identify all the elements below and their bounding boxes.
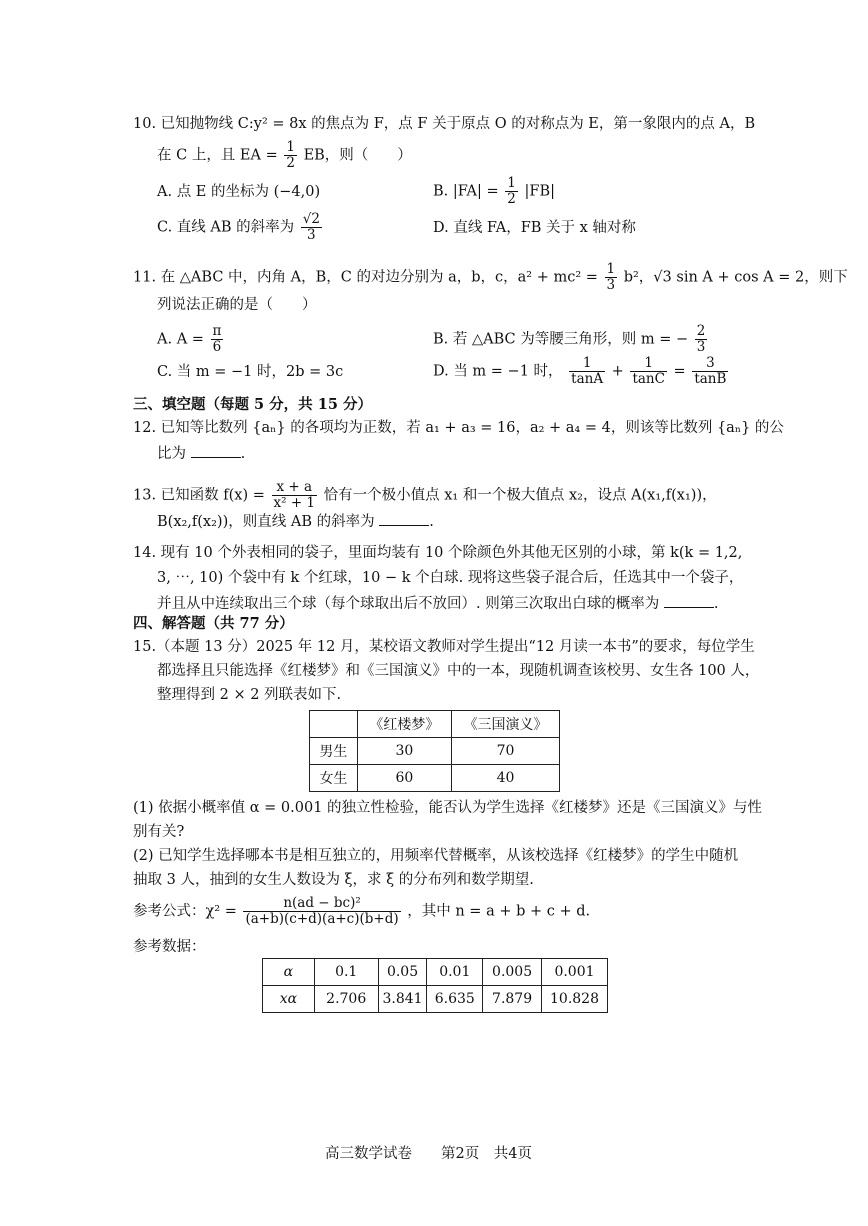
- frac-den: 2: [286, 154, 295, 171]
- q12-text: 比为: [157, 446, 186, 462]
- q11-option-a: [157, 324, 225, 355]
- table-row: [310, 765, 560, 792]
- q13-function-fraction: [272, 480, 318, 511]
- contingency-table: [309, 710, 560, 792]
- frac-num: x + a: [272, 480, 318, 496]
- q13-text-b: 恰有一个极小值点 x₁ 和一个极大值点 x₂，设点 A(x₁,f(x₁))，: [323, 487, 717, 504]
- frac-num: 3: [692, 356, 728, 372]
- table-cell: 0.01: [427, 959, 483, 986]
- frac-den: 3: [696, 338, 706, 355]
- table-cell: 60: [357, 765, 451, 792]
- q10-option-a: A. 点 E 的坐标为 (−4,0): [157, 184, 321, 200]
- frac-num: 2: [696, 323, 706, 339]
- q12-line1: 12. 已知等比数列 {aₙ} 的各项均为正数，若 a₁ + a₃ = 16，a₂ + a₄ = 4，则该等比数列 {aₙ} 的公: [133, 420, 784, 436]
- table-row: [310, 738, 560, 765]
- q10-option-b: [433, 176, 555, 207]
- table-cell: 10.828: [542, 986, 608, 1013]
- q10-stem-line2: [157, 140, 412, 171]
- table-cell: 3.841: [378, 986, 427, 1013]
- q11-option-c: C. 当 m = −1 时，2b = 3c: [157, 364, 344, 380]
- q11-stem-line1: [133, 262, 848, 293]
- table-cell: xα: [263, 986, 315, 1013]
- q14-text: 并且从中连续取出三个球（每个球取出后不放回）. 则第三次取出白球的概率为: [157, 596, 660, 612]
- section-4-heading: 四、解答题（共 77 分）: [133, 615, 294, 632]
- q14-line2: 3, ⋯, 10) 个袋中有 k 个红球，10 − k 个白球. 现将这些袋子混合后，任选其中一个袋子，: [157, 570, 744, 586]
- q10-c-fraction: [301, 212, 322, 243]
- q11-d-fraction-1: [569, 356, 605, 387]
- q11-option-b: [433, 324, 709, 355]
- q10-stem-line1: 10. 已知抛物线 C:y² = 8x 的焦点为 F，点 F 关于原点 O 的对称点为 E，第一象限内的点 A，B: [133, 116, 756, 132]
- frac-den: 3: [307, 226, 316, 243]
- q11-stem-1a: 11. 在 △ABC 中，内角 A，B，C 的对边分别为 a，b，c，a² + mc² =: [133, 269, 598, 286]
- q11-b-fraction: [695, 324, 708, 355]
- table-cell: 男生: [310, 738, 358, 765]
- frac-num: 1: [569, 356, 605, 372]
- frac-den: tanB: [694, 370, 727, 387]
- q15-part2-line1: (2) 已知学生选择哪本书是相互独立的，用频率代替概率，从该校选择《红楼梦》的学生中随机: [133, 848, 739, 864]
- table-cell: [310, 711, 358, 738]
- q11-a-text: A. A =: [157, 331, 204, 348]
- q10-c-text: C. 直线 AB 的斜率为: [157, 219, 295, 236]
- q15-line2: 都选择且只能选择《红楼梦》和《三国演义》中的一本，现随机调查该校男、女生各 100 人，: [157, 663, 760, 679]
- table-cell: 40: [452, 765, 560, 792]
- table-cell: 30: [357, 738, 451, 765]
- frac-num: √2: [302, 211, 320, 227]
- formula-tail: ，其中 n = a + b + c + d.: [407, 903, 591, 920]
- section-3-heading: 三、填空题（每题 5 分，共 15 分）: [133, 396, 372, 413]
- frac-num: 1: [507, 175, 516, 191]
- q11-d-text: D. 当 m = −1 时，: [433, 363, 563, 380]
- q10-stem-2b: EB，则（ ）: [303, 147, 412, 164]
- frac-den: tanA: [571, 370, 604, 387]
- q13-line2: [157, 511, 434, 532]
- q14-line3: [157, 593, 718, 614]
- reference-data-table: [262, 958, 608, 1013]
- frac-num: 1: [606, 261, 616, 277]
- q12-answer-blank[interactable]: [191, 443, 241, 458]
- frac-den: 2: [507, 190, 516, 207]
- q13-text-c: B(x₂,f(x₂))，则直线 AB 的斜率为: [157, 514, 375, 530]
- q11-b-text: B. 若 △ABC 为等腰三角形，则 m = −: [433, 331, 689, 348]
- q11-d-fraction-2: [630, 356, 667, 387]
- reference-formula: [133, 896, 590, 927]
- frac-num: n(ad − bc)²: [243, 896, 400, 912]
- q13-answer-blank[interactable]: [379, 511, 429, 526]
- q11-d-fraction-3: [692, 356, 728, 387]
- q11-stem-line2: 列说法正确的是（ ）: [157, 297, 317, 313]
- table-cell: 《红楼梦》: [357, 711, 451, 738]
- frac-num: 1: [630, 356, 667, 372]
- table-cell: 0.1: [314, 959, 378, 986]
- page-footer: 高三数学试卷 第2页 共4页: [325, 1146, 532, 1162]
- q11-a-fraction: [211, 324, 224, 355]
- q10-b-fraction: [505, 176, 518, 207]
- q10-half-fraction: [284, 140, 297, 171]
- table-row: [310, 711, 560, 738]
- q15-line1: 15.（本题 13 分）2025 年 12 月，某校语文教师对学生提出“12 月读一本书”的要求，每位学生: [133, 639, 755, 655]
- frac-den: 3: [606, 276, 616, 293]
- table-row: [263, 959, 608, 986]
- q13-text-a: 13. 已知函数 f(x) =: [133, 487, 265, 504]
- q13-line1: [133, 480, 717, 511]
- q12-line2: [157, 443, 245, 464]
- q10-stem-2a: 在 C 上，且 EA =: [157, 147, 278, 164]
- q12-period: .: [240, 446, 246, 462]
- frac-num: π: [212, 323, 222, 339]
- q14-period: .: [713, 596, 719, 612]
- table-cell: 6.635: [427, 986, 483, 1013]
- table-cell: 7.879: [483, 986, 542, 1013]
- q14-answer-blank[interactable]: [664, 593, 714, 608]
- q10-option-d: D. 直线 FA，FB 关于 x 轴对称: [433, 220, 636, 236]
- q13-period: .: [429, 514, 434, 530]
- q15-part1-line2: 别有关?: [133, 824, 185, 840]
- q10-b-text: B. |FA| =: [433, 183, 499, 200]
- table-cell: 《三国演义》: [452, 711, 560, 738]
- q11-stem-1b: b²，√3 sin A + cos A = 2，则下: [623, 269, 848, 286]
- table-row: [263, 986, 608, 1013]
- frac-den: 6: [212, 338, 222, 355]
- table-cell: 女生: [310, 765, 358, 792]
- frac-den: x² + 1: [273, 494, 316, 511]
- frac-den: (a+b)(c+d)(a+c)(b+d): [245, 910, 399, 927]
- frac-den: tanC: [632, 370, 665, 387]
- q10-b-tail: |FB|: [524, 183, 555, 200]
- q15-part2-line2: 抽取 3 人，抽到的女生人数设为 ξ，求 ξ 的分布列和数学期望.: [133, 872, 534, 888]
- q10-option-c: [157, 212, 324, 243]
- table-cell: 2.706: [314, 986, 378, 1013]
- q15-line3: 整理得到 2 × 2 列联表如下.: [157, 687, 342, 703]
- chi-square-fraction: [243, 896, 400, 927]
- table-cell: 0.05: [378, 959, 427, 986]
- q14-line1: 14. 现有 10 个外表相同的袋子，里面均装有 10 个除颜色外其他无区别的小球，第 k(k = 1,2,: [133, 545, 743, 561]
- formula-label: 参考公式：χ² =: [133, 903, 237, 920]
- table-cell: 70: [452, 738, 560, 765]
- q11-third-fraction: [605, 262, 618, 293]
- q11-option-d: D. 当 m = −1 时， $\frac{1}{\tan A}$ + $\frac{1}{\tan C}$ = $\frac{3}{\tan B}$: [433, 355, 727, 387]
- q15-part1-line1: (1) 依据小概率值 α = 0.001 的独立性检验，能否认为学生选择《红楼梦》还是《三国演义》与性: [133, 800, 763, 816]
- table-cell: 0.005: [483, 959, 542, 986]
- reference-data-label: 参考数据：: [133, 939, 206, 955]
- table-cell: 0.001: [542, 959, 608, 986]
- frac-num: 1: [286, 139, 295, 155]
- table-cell: α: [263, 959, 315, 986]
